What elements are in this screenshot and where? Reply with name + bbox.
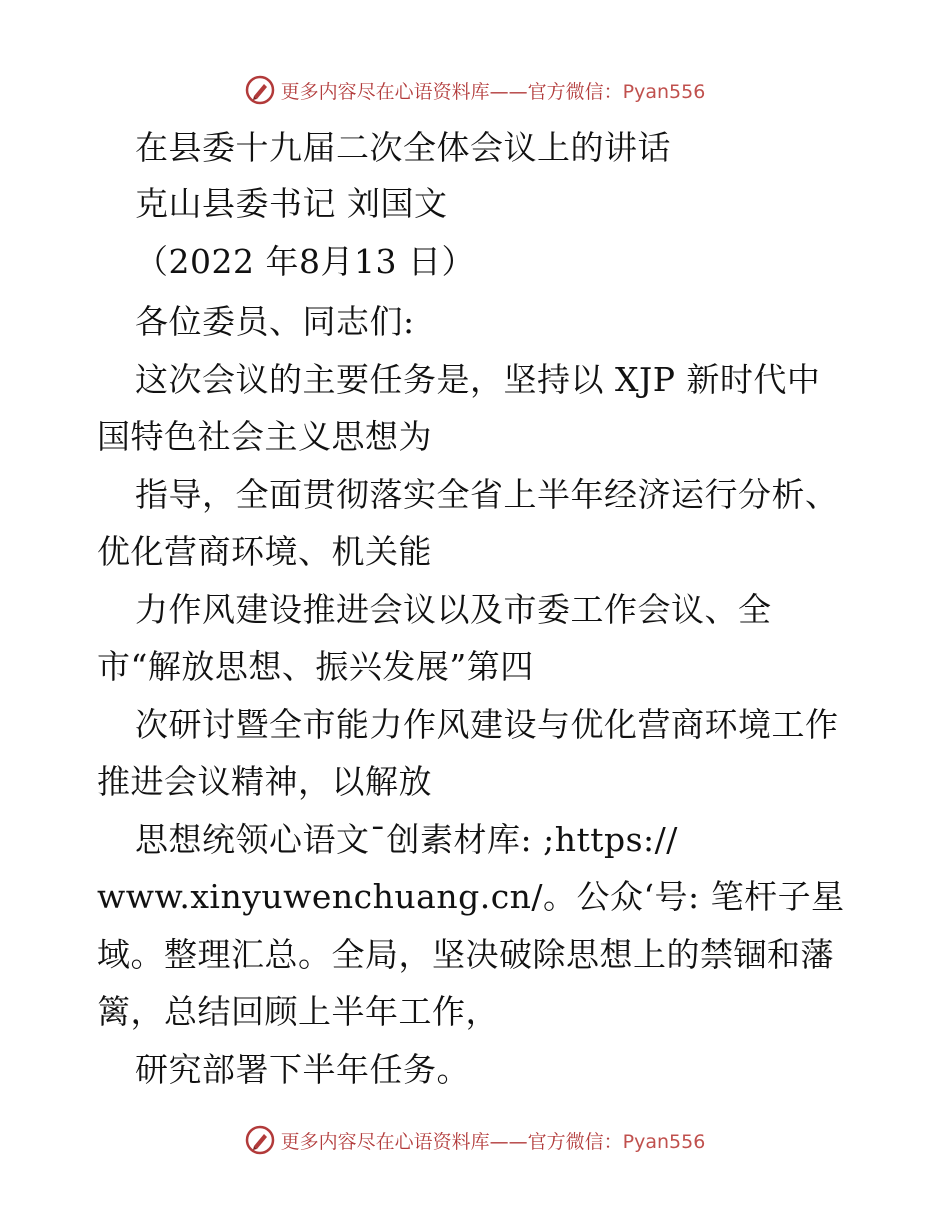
pen-logo-icon xyxy=(245,75,275,105)
document-salutation: 各位委员、同志们: xyxy=(135,302,415,341)
paragraph-line: 这次会议的主要任务是，坚持以 XJP 新时代中 xyxy=(135,360,821,399)
paragraph-line: 次研讨暨全市能力作风建设与优化营商环境工作 xyxy=(135,705,839,744)
header-watermark xyxy=(0,70,950,110)
paragraph-line: 国特色社会主义思想为 xyxy=(97,417,432,456)
footer-watermark xyxy=(0,1120,950,1160)
paragraph-line: www.xinyuwenchuang.cn/。公众‘号: 笔杆子星 xyxy=(97,877,845,916)
watermark-text: 更多内容尽在心语资料库——官方微信：Pyan556 xyxy=(280,1130,706,1153)
paragraph-line: 推进会议精神，以解放 xyxy=(97,762,432,801)
pen-logo-icon xyxy=(245,1125,275,1155)
document-title: 在县委十九届二次全体会议上的讲话 xyxy=(135,128,671,167)
paragraph-line: 优化营商环境、机关能 xyxy=(97,532,432,571)
paragraph-line: 指导，全面贯彻落实全省上半年经济运行分析、 xyxy=(135,475,839,514)
paragraph-line: 域。整理汇总。全局，坚决破除思想上的禁锢和藩 xyxy=(97,935,834,974)
paragraph-line: 思想统领心语文¯创素材库: ;https:// xyxy=(135,820,678,859)
document-date: （2022 年8月13 日） xyxy=(135,242,475,281)
paragraph-line: 研究部署下半年任务。 xyxy=(135,1050,470,1089)
paragraph-line: 市“解放思想、振兴发展”第四 xyxy=(97,647,534,686)
document-author: 克山县委书记 刘国文 xyxy=(135,184,448,223)
paragraph-line: 力作风建设推进会议以及市委工作会议、全 xyxy=(135,590,772,629)
watermark-text: 更多内容尽在心语资料库——官方微信：Pyan556 xyxy=(280,80,706,103)
paragraph-line: 篱，总结回顾上半年工作， xyxy=(97,992,499,1031)
